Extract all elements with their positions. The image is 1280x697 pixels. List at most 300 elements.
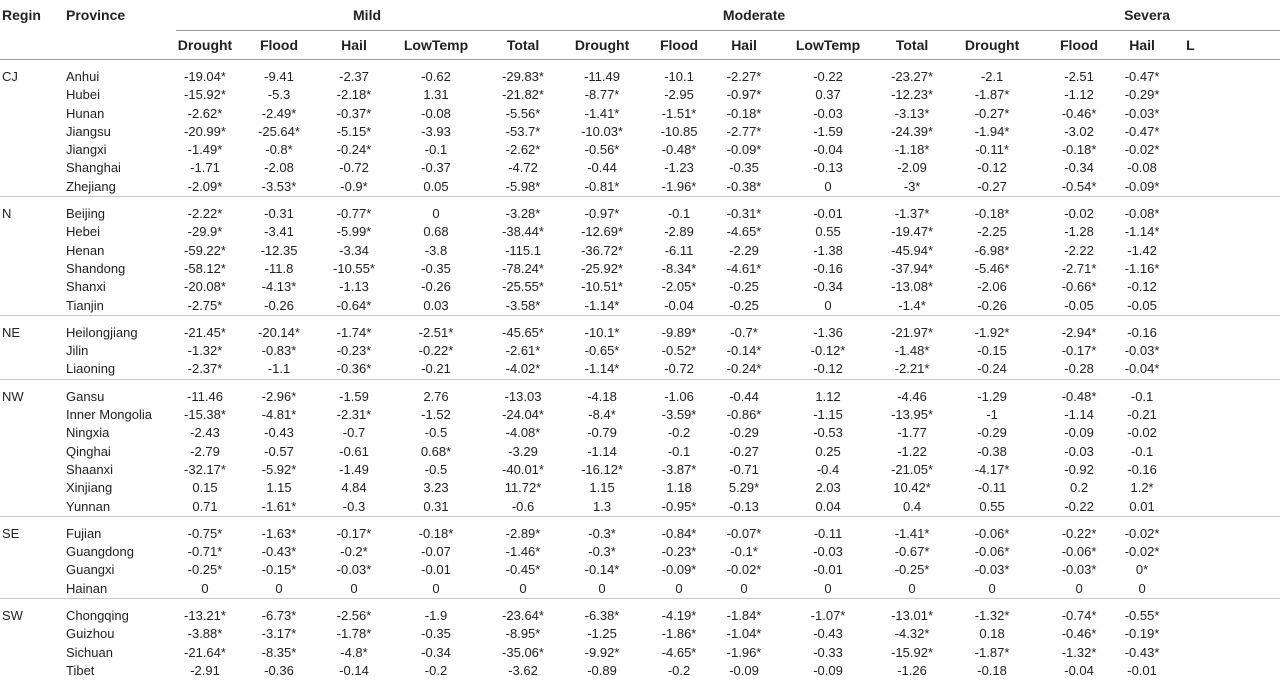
region-cell [0, 580, 56, 599]
value-cell: -5.3 [267, 87, 291, 103]
value-cell: -45.65* [502, 324, 544, 340]
value-cell: -1.96* [726, 644, 762, 660]
group-header-severa: Severa [944, 0, 1280, 31]
value-cell-empty [1166, 516, 1280, 543]
value-cell: -0.35 [729, 160, 759, 176]
value-cell: -0.97* [726, 87, 762, 103]
value-cell: -29.9* [187, 224, 223, 240]
region-cell [0, 625, 56, 643]
value-cell: -24.04* [502, 407, 544, 423]
value-cell: -2.05* [661, 279, 697, 295]
value-cell: -0.83* [261, 343, 297, 359]
value-cell: -0.02 [1064, 206, 1094, 222]
value-cell: -0.15* [261, 562, 297, 578]
value-cell: -2.09 [897, 160, 927, 176]
value-cell: -0.53 [813, 425, 843, 441]
value-cell: -0.1 [424, 142, 448, 158]
value-cell: -1.1 [234, 360, 324, 379]
value-cell: -0.5 [424, 425, 448, 441]
value-cell: -0.79 [587, 425, 617, 441]
col-header-hail: Hail [1118, 31, 1166, 60]
region-cell: NE [2, 324, 21, 340]
value-cell: -20.08* [184, 279, 226, 295]
value-cell: -5.99* [336, 224, 372, 240]
region-cell [0, 561, 56, 579]
value-cell: -0.06* [974, 525, 1010, 541]
region-cell [0, 297, 56, 316]
value-cell: -0.47* [1124, 123, 1160, 139]
value-cell: -0.54* [1040, 178, 1118, 197]
value-cell: -10.1* [584, 324, 620, 340]
value-cell: -5.56* [505, 105, 541, 121]
value-cell: -0.23* [336, 343, 372, 359]
value-cell: -1.41* [584, 105, 620, 121]
value-cell: -38.44* [502, 224, 544, 240]
group-header-mild: Mild [176, 0, 558, 31]
value-cell: -1.42 [1127, 242, 1157, 258]
value-cell: -1.49* [187, 142, 223, 158]
value-cell: -0.02 [1127, 425, 1157, 441]
table-row [0, 424, 1280, 442]
value-cell: -2.75* [176, 297, 234, 316]
value-cell-empty [1166, 461, 1280, 479]
value-cell: -10.55* [333, 260, 375, 276]
table-body [0, 60, 1280, 681]
value-cell: -0.21 [1127, 407, 1157, 423]
province-cell: Guangxi [66, 562, 115, 578]
value-cell: -12.35 [260, 242, 298, 258]
value-cell: -0.48* [1061, 388, 1097, 404]
value-cell: -4.13* [261, 279, 297, 295]
value-cell: -0.44 [729, 388, 759, 404]
value-cell: -0.14 [339, 662, 369, 678]
value-cell: -0.01 [1127, 662, 1157, 678]
value-cell: -1.29 [977, 388, 1007, 404]
value-cell: -0.16 [813, 260, 843, 276]
value-cell: 0 [712, 580, 776, 599]
col-header-lowtemp-truncated: L [1166, 31, 1280, 60]
value-cell: -0.04 [1064, 662, 1094, 678]
value-cell-empty [1166, 278, 1280, 296]
value-cell: -0.67* [894, 544, 930, 560]
value-cell: -11.46 [187, 388, 223, 404]
value-cell: -0.24 [944, 360, 1040, 379]
value-cell: -9.89* [661, 324, 697, 340]
value-cell: 0.04 [776, 498, 880, 517]
value-cell: -12.23* [891, 87, 933, 103]
value-cell: -12.69* [581, 224, 623, 240]
value-cell-empty [1166, 178, 1280, 197]
value-cell: -13.01* [891, 608, 933, 624]
value-cell: -0.02* [726, 562, 762, 578]
value-cell: -0.29 [977, 425, 1007, 441]
value-cell: -2.95 [664, 87, 694, 103]
table-row [0, 315, 1280, 342]
value-cell: -0.16 [1127, 324, 1157, 340]
value-cell: -0.12 [1127, 279, 1157, 295]
value-cell: -1.46* [505, 544, 541, 560]
province-cell: Gansu [66, 388, 105, 404]
value-cell: -0.13 [813, 160, 843, 176]
value-cell: -4.19* [661, 608, 697, 624]
value-cell: -0.3 [324, 498, 384, 517]
value-cell: -0.35 [421, 260, 451, 276]
value-cell: -1.77 [897, 425, 927, 441]
value-cell: -0.12 [776, 360, 880, 379]
value-cell: -15.92* [184, 87, 226, 103]
value-cell: -1.74* [336, 324, 372, 340]
region-cell [0, 543, 56, 561]
value-cell: -6.11 [664, 242, 694, 258]
value-cell: -5.15* [336, 123, 372, 139]
value-cell: -9.41 [264, 69, 294, 84]
value-cell: -53.7* [505, 123, 541, 139]
value-cell: -0.61 [339, 443, 369, 459]
value-cell: -4.61* [726, 260, 762, 276]
value-cell-empty [1166, 223, 1280, 241]
value-cell: -1.32* [974, 608, 1010, 624]
value-cell: -0.38* [712, 178, 776, 197]
value-cell: 1.3 [558, 498, 646, 517]
value-cell-empty [1166, 662, 1280, 680]
value-cell: 1.12 [815, 388, 841, 404]
value-cell: -2.08 [264, 160, 294, 176]
province-cell: Inner Mongolia [66, 407, 152, 423]
value-cell: -1.32* [187, 343, 223, 359]
table-row [0, 543, 1280, 561]
value-cell: -0.37* [336, 105, 372, 121]
province-cell: Guizhou [66, 626, 115, 642]
table-row [0, 342, 1280, 360]
value-cell-empty [1166, 123, 1280, 141]
table-row [0, 479, 1280, 497]
value-cell: -0.8* [265, 142, 293, 158]
value-cell: -0.37 [421, 160, 451, 176]
region-cell [0, 424, 56, 442]
header-row-groups [0, 0, 1280, 31]
region-cell [0, 260, 56, 278]
value-cell: -1.87* [974, 87, 1010, 103]
value-cell: 0 [324, 580, 384, 599]
col-header-lowtemp: LowTemp [384, 31, 488, 60]
province-cell: Shaanxi [66, 461, 113, 477]
value-cell: 1.15 [266, 480, 292, 496]
value-cell: -2.51 [1064, 69, 1094, 84]
value-cell: -1.14* [558, 360, 646, 379]
col-header-drought: Drought [558, 31, 646, 60]
value-cell: -2.61* [505, 343, 541, 359]
value-cell: 0.4 [880, 498, 944, 517]
header-spacer [0, 31, 56, 60]
value-cell: -8.35* [261, 644, 297, 660]
province-cell: Qinghai [66, 443, 111, 459]
province-cell: Jiangxi [66, 142, 107, 158]
value-cell: -2.71* [1061, 260, 1097, 276]
value-cell: -0.03* [974, 562, 1010, 578]
value-cell: -0.18* [726, 105, 762, 121]
value-cell: 2.76 [423, 388, 449, 404]
value-cell: -3.93 [421, 123, 451, 139]
table-row [0, 278, 1280, 296]
table-row [0, 86, 1280, 104]
value-cell: -4.32* [894, 626, 930, 642]
value-cell: -1.23 [664, 160, 694, 176]
value-cell: -0.71* [187, 544, 223, 560]
value-cell: -1.4* [880, 297, 944, 316]
value-cell: -0.18* [1061, 142, 1097, 158]
value-cell: 0.01 [1118, 498, 1166, 517]
value-cell-empty [1166, 580, 1280, 599]
value-cell: 0.03 [384, 297, 488, 316]
value-cell: 0 [234, 580, 324, 599]
value-cell: -0.7* [730, 324, 758, 340]
value-cell: -0.08 [421, 105, 451, 121]
value-cell: -2.37 [339, 69, 369, 84]
value-cell-empty [1166, 599, 1280, 626]
table-row [0, 625, 1280, 643]
value-cell: -2.06 [977, 279, 1007, 295]
value-cell: 4.84 [341, 480, 367, 496]
province-cell: Jiangsu [66, 123, 111, 139]
value-cell: -1.48* [894, 343, 930, 359]
value-cell: -0.12* [810, 343, 846, 359]
value-cell: -0.23* [661, 544, 697, 560]
value-cell: -0.43* [261, 544, 297, 560]
value-cell: -1.52 [421, 407, 451, 423]
col-header-lowtemp: LowTemp [776, 31, 880, 60]
table-row [0, 360, 1280, 379]
value-cell: -0.89 [587, 662, 617, 678]
value-cell: 5.29* [728, 480, 760, 496]
region-cell [0, 86, 56, 104]
col-header-flood: Flood [234, 31, 324, 60]
value-cell: -0.25 [729, 279, 759, 295]
value-cell: -1.41* [894, 525, 930, 541]
table-row [0, 599, 1280, 626]
value-cell: -0.03 [813, 105, 843, 121]
header-row-columns [0, 31, 1280, 60]
region-cell [0, 223, 56, 241]
value-cell: -0.34 [1064, 160, 1094, 176]
value-cell: -1.51* [661, 105, 697, 121]
value-cell-empty [1166, 379, 1280, 406]
value-cell: -4.17* [974, 461, 1010, 477]
value-cell: -3.62 [508, 662, 538, 678]
value-cell: -0.01 [813, 206, 843, 222]
value-cell: -0.01 [421, 562, 451, 578]
value-cell: 0 [776, 178, 880, 197]
value-cell: -0.25 [712, 297, 776, 316]
value-cell: -0.03* [336, 562, 372, 578]
value-cell: -0.12 [977, 160, 1007, 176]
value-cell: -25.64* [258, 123, 300, 139]
header-spacer [56, 31, 176, 60]
value-cell: -1.14* [558, 297, 646, 316]
value-cell: -2.49* [261, 105, 297, 121]
value-cell: -1.49 [339, 461, 369, 477]
value-cell: -1.32* [1061, 644, 1097, 660]
value-cell: -4.02* [488, 360, 558, 379]
value-cell: -0.06* [1061, 544, 1097, 560]
value-cell: -0.11 [977, 480, 1007, 496]
value-cell: -4.08* [505, 425, 541, 441]
province-cell: Beijing [66, 206, 106, 222]
value-cell: -0.81* [558, 178, 646, 197]
value-cell: 3.23 [423, 480, 449, 496]
value-cell: -0.34 [813, 279, 843, 295]
value-cell: 0 [776, 580, 880, 599]
value-cell: -0.01 [813, 562, 843, 578]
value-cell: -1.84* [726, 608, 762, 624]
value-cell: -0.15 [977, 343, 1007, 359]
value-cell: -1.14 [1064, 407, 1094, 423]
value-cell: -1.06 [664, 388, 694, 404]
value-cell: -1.16* [1124, 260, 1160, 276]
value-cell: -0.47* [1124, 69, 1160, 84]
table-row [0, 242, 1280, 260]
value-cell: -3.58* [488, 297, 558, 316]
value-cell: -0.45* [505, 562, 541, 578]
value-cell: -3.88* [187, 626, 223, 642]
value-cell: 0.25 [815, 443, 841, 459]
value-cell: -3.17* [261, 626, 297, 642]
value-cell: -0.17* [336, 525, 372, 541]
value-cell: -0.09 [729, 662, 759, 678]
col-header-flood: Flood [1040, 31, 1118, 60]
value-cell: 0 [646, 580, 712, 599]
value-cell: -1.07* [810, 608, 846, 624]
value-cell: -0.25* [894, 562, 930, 578]
table-row [0, 516, 1280, 543]
region-cell [0, 360, 56, 379]
province-cell: Zhejiang [56, 178, 176, 197]
value-cell: -1.96* [646, 178, 712, 197]
value-cell: -0.17* [1061, 343, 1097, 359]
value-cell: -19.47* [891, 224, 933, 240]
value-cell: -0.03 [1064, 443, 1094, 459]
value-cell: -1.63* [261, 525, 297, 541]
value-cell-empty [1166, 561, 1280, 579]
value-cell: -2.94* [1061, 324, 1097, 340]
value-cell: -21.82* [502, 87, 544, 103]
value-cell: -3.02 [1064, 123, 1094, 139]
value-cell: 1.2* [1130, 480, 1154, 496]
value-cell: -5.98* [488, 178, 558, 197]
value-cell: -0.43 [813, 626, 843, 642]
value-cell: -8.95* [505, 626, 541, 642]
province-cell: Shanghai [66, 160, 121, 176]
value-cell: -0.05 [1118, 297, 1166, 316]
value-cell: -1.28 [1064, 224, 1094, 240]
value-cell: -21.64* [184, 644, 226, 660]
value-cell: -1.37* [894, 206, 930, 222]
value-cell: -1.25 [587, 626, 617, 642]
value-cell: 0.37 [815, 87, 841, 103]
value-cell: 0.31 [384, 498, 488, 517]
province-cell: Fujian [66, 525, 102, 541]
region-cell [0, 479, 56, 497]
region-header: Regin [2, 7, 41, 24]
value-cell: -21.97* [891, 324, 933, 340]
province-header: Province [66, 7, 126, 24]
value-cell: -0.7 [342, 425, 366, 441]
value-cell-empty [1166, 342, 1280, 360]
value-cell: -2.62* [187, 105, 223, 121]
value-cell: -25.55* [502, 279, 544, 295]
value-cell: -0.18* [974, 206, 1010, 222]
value-cell: 1.15 [589, 480, 615, 496]
value-cell: -20.99* [184, 123, 226, 139]
value-cell: -0.04 [646, 297, 712, 316]
value-cell: -1.14 [587, 443, 617, 459]
value-cell: -1.26 [897, 662, 927, 678]
value-cell: -1.86* [661, 626, 697, 642]
value-cell: -0.92 [1064, 461, 1094, 477]
value-cell: -0.2 [667, 662, 691, 678]
region-cell [0, 159, 56, 177]
value-cell: 0.68* [420, 443, 452, 459]
col-header-drought: Drought [944, 31, 1040, 60]
value-cell: -3.34 [339, 242, 369, 258]
value-cell: -0.2* [340, 544, 368, 560]
value-cell: -4.81* [261, 407, 297, 423]
value-cell: -0.48* [661, 142, 697, 158]
value-cell: -2.96* [261, 388, 297, 404]
value-cell: -10.51* [581, 279, 623, 295]
value-cell-empty [1166, 543, 1280, 561]
value-cell: 0.68 [423, 224, 449, 240]
province-cell: Guangdong [66, 544, 134, 560]
value-cell: -0.43* [1124, 644, 1160, 660]
value-cell: 0.55 [944, 498, 1040, 517]
value-cell: -78.24* [502, 260, 544, 276]
value-cell: -0.16 [1127, 461, 1157, 477]
value-cell-empty [1166, 644, 1280, 662]
value-cell: -2.22 [1064, 242, 1094, 258]
value-cell: 2.03 [815, 480, 841, 496]
value-cell: -0.24* [712, 360, 776, 379]
value-cell: -15.38* [184, 407, 226, 423]
value-cell: -1.04* [726, 626, 762, 642]
value-cell: 0 [1118, 580, 1166, 599]
value-cell: -20.14* [258, 324, 300, 340]
province-cell: Tibet [66, 662, 95, 678]
value-cell: 0 [432, 206, 440, 222]
value-cell: -3.8 [424, 242, 448, 258]
value-cell: -2.22* [187, 206, 223, 222]
value-cell-empty [1166, 498, 1280, 517]
value-cell: -0.11 [813, 525, 843, 541]
value-cell: -21.45* [184, 324, 226, 340]
table-row [0, 223, 1280, 241]
value-cell: -6.98* [974, 242, 1010, 258]
value-cell: -0.03* [1124, 343, 1160, 359]
table-row [0, 443, 1280, 461]
value-cell: -0.1 [667, 206, 691, 222]
value-cell: -0.66* [1061, 279, 1097, 295]
value-cell: -19.04* [184, 69, 226, 84]
value-cell: -0.04 [813, 142, 843, 158]
value-cell: -3.29 [508, 443, 538, 459]
value-cell: -1.14* [1124, 224, 1160, 240]
value-cell: -0.03 [813, 544, 843, 560]
value-cell: -1 [986, 407, 998, 423]
region-cell [0, 498, 56, 517]
region-cell: N [2, 206, 12, 222]
value-cell: -0.2 [424, 662, 448, 678]
value-cell: -0.22 [813, 69, 843, 84]
value-cell: -0.05 [1040, 297, 1118, 316]
